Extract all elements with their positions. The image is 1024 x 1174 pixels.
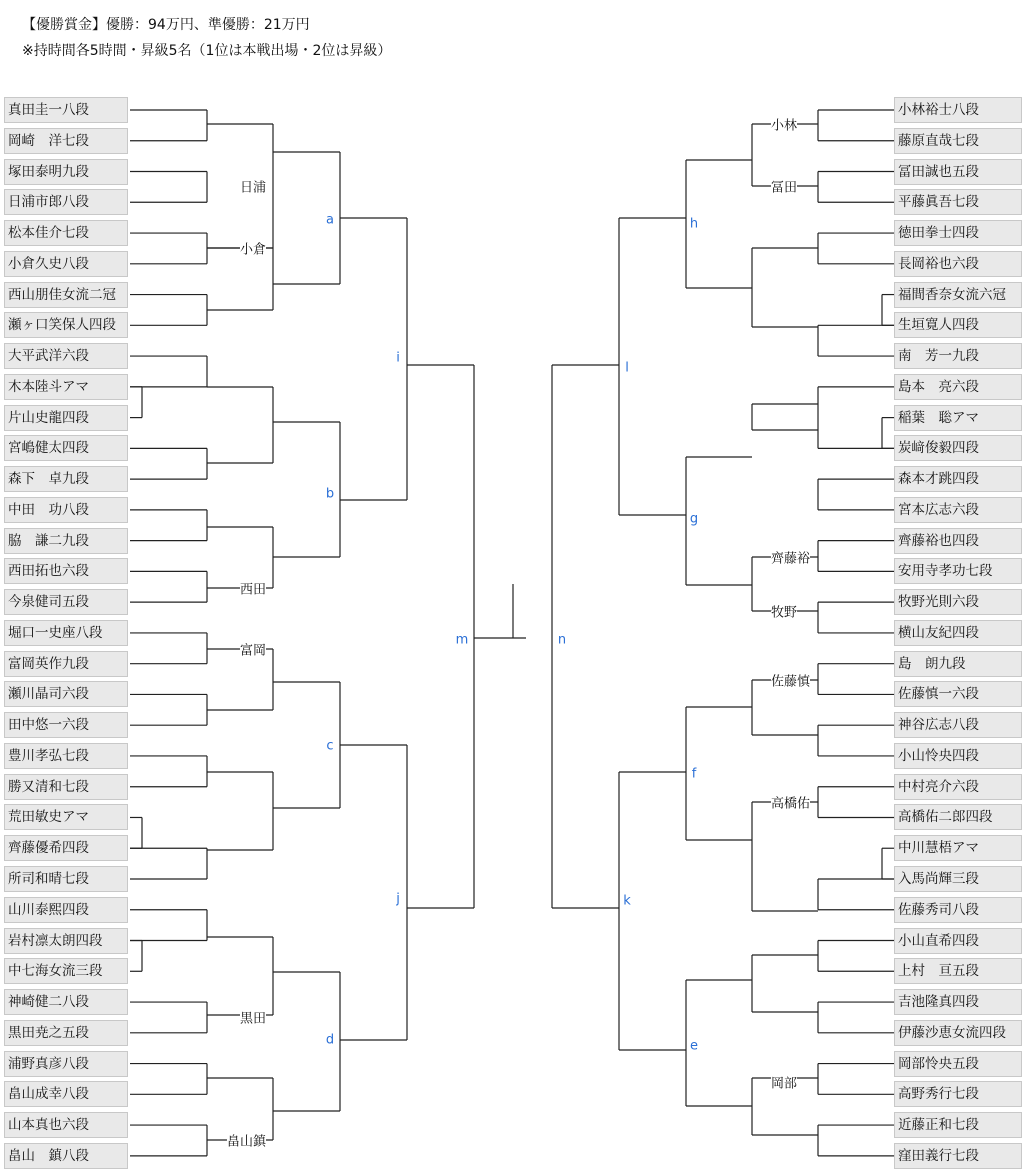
right-player-name: 長岡裕也六段: [894, 251, 1022, 277]
left-player-name: 真田圭一八段: [4, 97, 128, 123]
left-player-name: 所司和晴七段: [4, 866, 128, 892]
right-player-name: 高橋佑二郎四段: [894, 804, 1022, 830]
left-player-name: 森下 卓九段: [4, 466, 128, 492]
rules-info: ※持時間各5時間・昇級5名（1位は本戦出場・2位は昇級）: [22, 43, 392, 59]
slot-label-i: i: [396, 350, 400, 366]
slot-label-a: a: [326, 212, 334, 228]
right-winner-label: 岡部: [771, 1073, 797, 1092]
left-player-name: 西田拓也六段: [4, 558, 128, 584]
right-player-name: 入馬尚輝三段: [894, 866, 1022, 892]
left-player-name: 富岡英作九段: [4, 651, 128, 677]
right-player-name: 齊藤裕也四段: [894, 528, 1022, 554]
right-player-name: 炭﨑俊毅四段: [894, 435, 1022, 461]
left-player-name: 神崎健二八段: [4, 989, 128, 1015]
right-player-name: 上村 亘五段: [894, 958, 1022, 984]
left-player-name: 田中悠一六段: [4, 712, 128, 738]
left-winner-label: 畠山鎮: [227, 1131, 266, 1150]
slot-label-m: m: [455, 632, 469, 648]
right-player-name: 佐藤秀司八段: [894, 897, 1022, 923]
right-player-name: 福間香奈女流六冠: [894, 282, 1022, 308]
right-player-name: 窪田義行七段: [894, 1143, 1022, 1169]
left-winner-label: 日浦: [240, 177, 266, 196]
left-winner-label: 西田: [240, 579, 266, 598]
left-player-name: 脇 謙二九段: [4, 528, 128, 554]
left-player-name: 畠山 鎮八段: [4, 1143, 128, 1169]
right-player-name: 小山怜央四段: [894, 743, 1022, 769]
right-player-name: 生垣寛人四段: [894, 312, 1022, 338]
right-winner-label: 佐藤慎: [771, 671, 810, 690]
left-player-name: 中七海女流三段: [4, 958, 128, 984]
left-player-name: 今泉健司五段: [4, 589, 128, 615]
slot-label-j: j: [396, 891, 400, 907]
slot-label-d: d: [325, 1032, 335, 1048]
left-winner-label: 富岡: [240, 640, 266, 659]
prize-info: 【優勝賞金】優勝：94万円、準優勝：21万円: [22, 17, 310, 33]
left-player-name: 浦野真彦八段: [4, 1051, 128, 1077]
left-player-name: 木本陸斗アマ: [4, 374, 128, 400]
right-player-name: 中村亮介六段: [894, 774, 1022, 800]
left-player-name: 塚田泰明九段: [4, 159, 128, 185]
left-player-name: 宮嶋健太四段: [4, 435, 128, 461]
right-player-name: 小山直希四段: [894, 928, 1022, 954]
left-player-name: 西山朋佳女流二冠: [4, 282, 128, 308]
left-player-name: 瀬川晶司六段: [4, 681, 128, 707]
right-player-name: 岡部怜央五段: [894, 1051, 1022, 1077]
slot-label-f: f: [691, 766, 697, 782]
left-player-name: 松本佳介七段: [4, 220, 128, 246]
right-player-name: 高野秀行七段: [894, 1081, 1022, 1107]
left-player-name: 黒田尭之五段: [4, 1020, 128, 1046]
slot-label-b: b: [325, 486, 335, 502]
right-player-name: 近藤正和七段: [894, 1112, 1022, 1138]
left-player-name: 日浦市郎八段: [4, 189, 128, 215]
left-player-name: 畠山成幸八段: [4, 1081, 128, 1107]
slot-label-g: g: [689, 511, 699, 527]
right-player-name: 横山友紀四段: [894, 620, 1022, 646]
left-player-name: 岩村凛太朗四段: [4, 928, 128, 954]
right-player-name: 小林裕士八段: [894, 97, 1022, 123]
right-player-name: 藤原直哉七段: [894, 128, 1022, 154]
right-player-name: 稲葉 聡アマ: [894, 405, 1022, 431]
right-player-name: 島本 亮六段: [894, 374, 1022, 400]
right-player-name: 森本才跳四段: [894, 466, 1022, 492]
right-player-name: 安用寺孝功七段: [894, 558, 1022, 584]
right-winner-label: 冨田: [771, 177, 797, 196]
left-player-name: 堀口一史座八段: [4, 620, 128, 646]
right-winner-label: 牧野: [771, 602, 797, 621]
right-player-name: 中川慧梧アマ: [894, 835, 1022, 861]
right-winner-label: 齊藤裕: [771, 548, 810, 567]
left-winner-label: 小倉: [240, 239, 266, 258]
left-player-name: 山川泰熙四段: [4, 897, 128, 923]
left-player-name: 勝又清和七段: [4, 774, 128, 800]
right-player-name: 神谷広志八段: [894, 712, 1022, 738]
right-player-name: 平藤眞吾七段: [894, 189, 1022, 215]
right-player-name: 宮本広志六段: [894, 497, 1022, 523]
right-player-name: 南 芳一九段: [894, 343, 1022, 369]
left-player-name: 山本真也六段: [4, 1112, 128, 1138]
right-player-name: 徳田拳士四段: [894, 220, 1022, 246]
right-player-name: 冨田誠也五段: [894, 159, 1022, 185]
slot-label-n: n: [557, 632, 567, 648]
right-winner-label: 高橋佑: [771, 793, 810, 812]
left-player-name: 瀬ヶ口笑保人四段: [4, 312, 128, 338]
slot-label-h: h: [689, 216, 699, 232]
slot-label-e: e: [690, 1038, 698, 1054]
slot-label-k: k: [623, 893, 631, 909]
left-player-name: 小倉久史八段: [4, 251, 128, 277]
left-player-name: 片山史龍四段: [4, 405, 128, 431]
left-winner-label: 黒田: [240, 1008, 266, 1027]
right-player-name: 牧野光則六段: [894, 589, 1022, 615]
right-player-name: 伊藤沙恵女流四段: [894, 1020, 1022, 1046]
slot-label-l: l: [625, 360, 629, 376]
left-player-name: 豊川孝弘七段: [4, 743, 128, 769]
right-winner-label: 小林: [771, 115, 797, 134]
left-player-name: 中田 功八段: [4, 497, 128, 523]
slot-label-c: c: [326, 738, 334, 754]
left-player-name: 大平武洋六段: [4, 343, 128, 369]
left-player-name: 齊藤優希四段: [4, 835, 128, 861]
right-player-name: 島 朗九段: [894, 651, 1022, 677]
left-player-name: 荒田敏史アマ: [4, 804, 128, 830]
right-player-name: 吉池隆真四段: [894, 989, 1022, 1015]
right-player-name: 佐藤慎一六段: [894, 681, 1022, 707]
left-player-name: 岡崎 洋七段: [4, 128, 128, 154]
